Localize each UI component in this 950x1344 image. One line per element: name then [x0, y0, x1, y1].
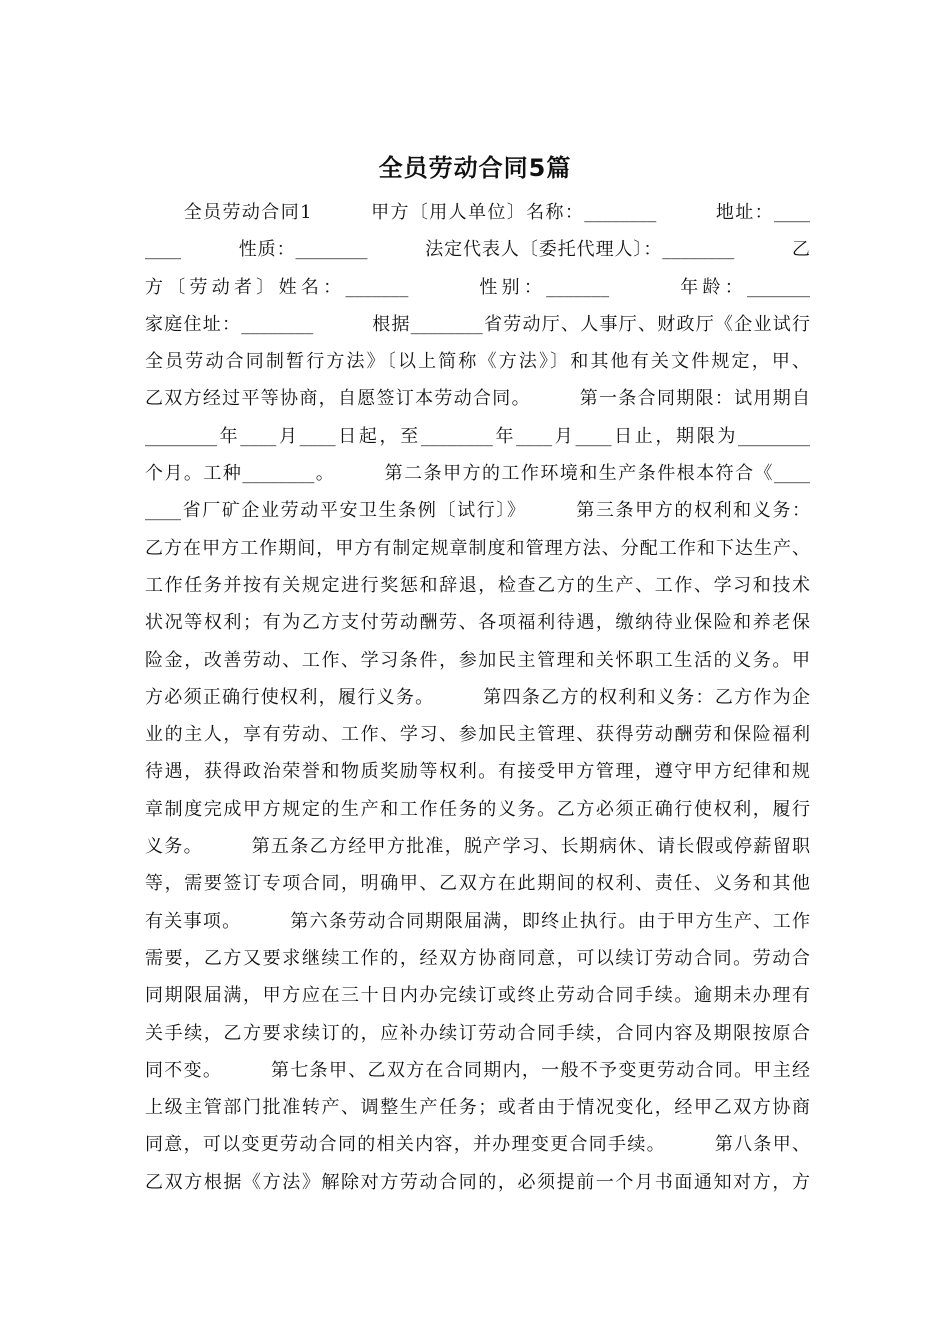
body-line: 工作任务并按有关规定进行奖惩和辞退，检查乙方的生产、工作、学习和技术 [145, 574, 810, 596]
body-line: ____ 性质：________ 法定代表人〔委托代理人〕：________ 乙 [145, 239, 810, 261]
body-line: ____省厂矿企业劳动平安卫生条例〔试行〕》 第三条甲方的权利和义务： [145, 500, 810, 522]
body-line: ________年____月____日起，至________年____月____日止，期限为________ [145, 425, 810, 447]
body-line: 等，需要签订专项合同，明确甲、乙双方在此期间的权利、责任、义务和其他 [145, 873, 810, 895]
document-body [145, 194, 810, 1201]
body-line: 需要，乙方又要求继续工作的，经双方协商同意，可以续订劳动合同。劳动合 [145, 947, 810, 969]
body-line: 同不变。 第七条甲、乙双方在合同期内，一般不予变更劳动合同。甲主经 [145, 1059, 810, 1081]
body-line: 方必须正确行使权利，履行义务。 第四条乙方的权利和义务：乙方作为企 [145, 686, 810, 708]
body-line: 义务。 第五条乙方经甲方批准，脱产学习、长期病休、请长假或停薪留职 [145, 836, 810, 858]
body-line: 乙双方根据《方法》解除对方劳动合同的，必须提前一个月书面通知对方，方 [145, 1171, 810, 1193]
body-line: 待遇，获得政治荣誉和物质奖励等权利。有接受甲方管理，遵守甲方纪律和规 [145, 761, 810, 783]
body-line: 章制度完成甲方规定的生产和工作任务的义务。乙方必须正确行使权利，履行 [145, 798, 810, 820]
body-line: 状况等权利；有为乙方支付劳动酬劳、各项福利待遇，缴纳待业保险和养老保 [145, 612, 810, 634]
body-line: 乙双方经过平等协商，自愿签订本劳动合同。 第一条合同期限：试用期自 [145, 388, 810, 410]
body-line: 同期限届满，甲方应在三十日内办完续订或终止劳动合同手续。逾期未办理有 [145, 985, 810, 1007]
body-line: 乙方在甲方工作期间，甲方有制定规章制度和管理方法、分配工作和下达生产、 [145, 537, 810, 559]
body-line: 个月。工种________。 第二条甲方的工作环境和生产条件根本符合《____ [145, 463, 810, 485]
body-line: 家庭住址：________ 根据________省劳动厅、人事厅、财政厅《企业试行 [145, 313, 810, 335]
body-line: 险金，改善劳动、工作、学习条件，参加民主管理和关怀职工生活的义务。甲 [145, 649, 810, 671]
body-line: 关手续，乙方要求续订的，应补办续订劳动合同手续，合同内容及期限按原合 [145, 1022, 810, 1044]
body-line: 业的主人，享有劳动、工作、学习、参加民主管理、获得劳动酬劳和保险福利 [145, 724, 810, 746]
document-title: 全员劳动合同5篇 [378, 154, 572, 182]
body-line: 全员劳动合同制暂行方法》〔以上简称《方法》〕和其他有关文件规定，甲、 [145, 351, 810, 373]
body-line: 有关事项。 第六条劳动合同期限届满，即终止执行。由于甲方生产、工作 [145, 910, 810, 932]
body-line: 方〔劳动者〕姓名：_______ 性别：_______ 年龄：_______ [145, 276, 810, 298]
body-line: 全员劳动合同1 甲方〔用人单位〕名称：________ 地址：____ [145, 202, 810, 223]
body-line: 上级主管部门批准转产、调整生产任务；或者由于情况变化，经甲乙双方协商 [145, 1097, 810, 1119]
body-line: 同意，可以变更劳动合同的相关内容，并办理变更合同手续。 第八条甲、 [145, 1134, 810, 1156]
